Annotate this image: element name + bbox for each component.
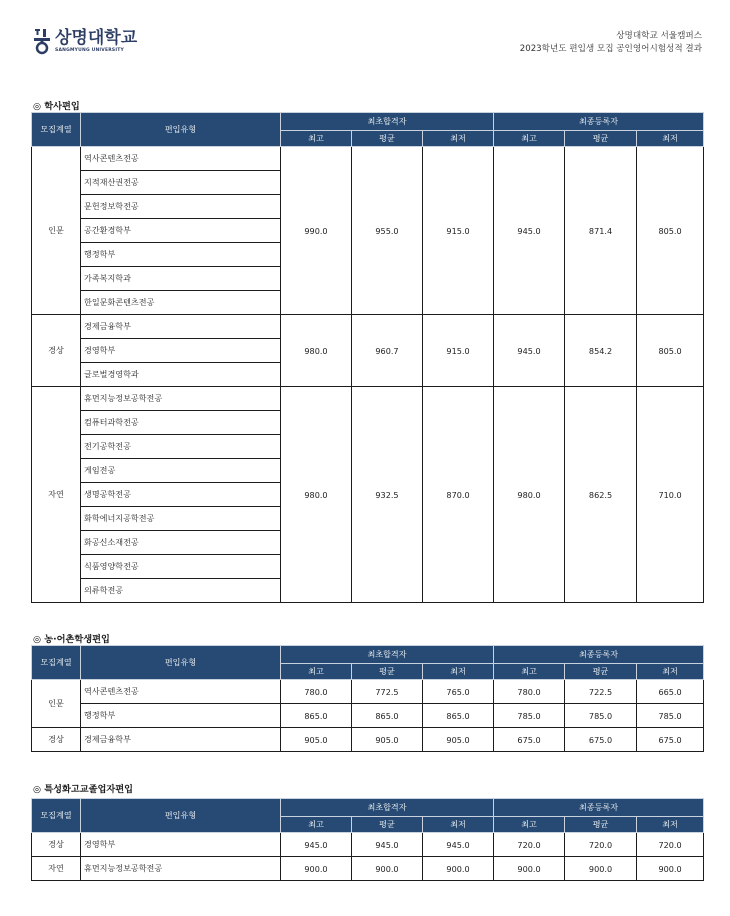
header-min: 최저 bbox=[423, 664, 494, 680]
header-final-registrants: 최종등록자 bbox=[494, 646, 704, 664]
header-category: 모집계열 bbox=[32, 113, 81, 147]
value-cell: 765.0 bbox=[423, 680, 494, 704]
value-cell: 900.0 bbox=[352, 857, 423, 881]
header-avg: 평균 bbox=[565, 664, 637, 680]
header-type: 편입유형 bbox=[81, 113, 281, 147]
value-cell: 805.0 bbox=[637, 147, 704, 315]
value-cell: 900.0 bbox=[281, 857, 352, 881]
header-initial-admits: 최초합격자 bbox=[281, 646, 494, 664]
table-row bbox=[32, 704, 704, 728]
value-cell: 945.0 bbox=[494, 147, 565, 315]
results-table-rural bbox=[31, 645, 704, 752]
results-table-bachelor bbox=[31, 112, 704, 603]
category-cell: 경상 bbox=[32, 315, 81, 387]
value-cell: 871.4 bbox=[565, 147, 637, 315]
value-cell: 900.0 bbox=[423, 857, 494, 881]
category-cell: 경상 bbox=[32, 833, 81, 857]
value-cell: 900.0 bbox=[494, 857, 565, 881]
value-cell: 675.0 bbox=[637, 728, 704, 752]
value-cell: 785.0 bbox=[494, 704, 565, 728]
campus-label: 상명대학교 서울캠퍼스 bbox=[616, 31, 702, 41]
type-cell: 한일문화콘텐츠전공 bbox=[81, 291, 281, 315]
type-cell: 가족복지학과 bbox=[81, 267, 281, 291]
type-cell: 식품영양학전공 bbox=[81, 555, 281, 579]
value-cell: 710.0 bbox=[637, 387, 704, 603]
type-cell: 휴먼지능정보공학전공 bbox=[81, 387, 281, 411]
value-cell: 780.0 bbox=[281, 680, 352, 704]
header-type: 편입유형 bbox=[81, 799, 281, 833]
header-max: 최고 bbox=[281, 817, 352, 833]
table-row bbox=[32, 833, 704, 857]
section-title-bachelor-transfer: ◎ 학사편입 bbox=[33, 101, 80, 112]
type-cell: 역사콘텐츠전공 bbox=[81, 147, 281, 171]
type-cell: 화공신소재전공 bbox=[81, 531, 281, 555]
header-max: 최고 bbox=[281, 131, 352, 147]
header-avg: 평균 bbox=[352, 664, 423, 680]
type-cell: 생명공학전공 bbox=[81, 483, 281, 507]
value-cell: 862.5 bbox=[565, 387, 637, 603]
header-min: 최저 bbox=[423, 817, 494, 833]
header-initial-admits: 최초합격자 bbox=[281, 799, 494, 817]
value-cell: 945.0 bbox=[281, 833, 352, 857]
section-title-rural-transfer: ◎ 농·어촌학생편입 bbox=[33, 634, 110, 645]
type-cell: 휴먼지능정보공학전공 bbox=[81, 857, 281, 881]
type-cell: 글로벌경영학과 bbox=[81, 363, 281, 387]
value-cell: 780.0 bbox=[494, 680, 565, 704]
value-cell: 905.0 bbox=[281, 728, 352, 752]
value-cell: 905.0 bbox=[352, 728, 423, 752]
value-cell: 665.0 bbox=[637, 680, 704, 704]
type-cell: 행정학부 bbox=[81, 704, 281, 728]
value-cell: 720.0 bbox=[494, 833, 565, 857]
section-title-vocational-transfer: ◎ 특성화고교졸업자편입 bbox=[33, 784, 133, 795]
value-cell: 675.0 bbox=[565, 728, 637, 752]
value-cell: 900.0 bbox=[565, 857, 637, 881]
value-cell: 980.0 bbox=[494, 387, 565, 603]
value-cell: 722.5 bbox=[565, 680, 637, 704]
value-cell: 865.0 bbox=[423, 704, 494, 728]
university-logo bbox=[33, 27, 137, 57]
header-final-registrants: 최종등록자 bbox=[494, 113, 704, 131]
header-type: 편입유형 bbox=[81, 646, 281, 680]
value-cell: 870.0 bbox=[423, 387, 494, 603]
value-cell: 785.0 bbox=[637, 704, 704, 728]
value-cell: 854.2 bbox=[565, 315, 637, 387]
type-cell: 게임전공 bbox=[81, 459, 281, 483]
value-cell: 955.0 bbox=[352, 147, 423, 315]
value-cell: 990.0 bbox=[281, 147, 352, 315]
value-cell: 865.0 bbox=[352, 704, 423, 728]
type-cell: 역사콘텐츠전공 bbox=[81, 680, 281, 704]
header-max: 최고 bbox=[494, 131, 565, 147]
value-cell: 675.0 bbox=[494, 728, 565, 752]
value-cell: 945.0 bbox=[423, 833, 494, 857]
header-max: 최고 bbox=[494, 664, 565, 680]
type-cell: 경제금융학부 bbox=[81, 728, 281, 752]
category-cell: 자연 bbox=[32, 387, 81, 603]
header-min: 최저 bbox=[423, 131, 494, 147]
value-cell: 772.5 bbox=[352, 680, 423, 704]
value-cell: 960.7 bbox=[352, 315, 423, 387]
value-cell: 720.0 bbox=[565, 833, 637, 857]
category-cell: 인문 bbox=[32, 147, 81, 315]
type-cell: 지적재산권전공 bbox=[81, 171, 281, 195]
table-row bbox=[32, 857, 704, 881]
header-avg: 평균 bbox=[565, 817, 637, 833]
type-cell: 전기공학전공 bbox=[81, 435, 281, 459]
header-category: 모집계열 bbox=[32, 799, 81, 833]
type-cell: 의류학전공 bbox=[81, 579, 281, 603]
logo-subtitle: SANGMYUNG UNIVERSITY bbox=[55, 48, 124, 54]
table-row bbox=[32, 728, 704, 752]
logo-name: 상명대학교 bbox=[55, 28, 138, 49]
header-max: 최고 bbox=[494, 817, 565, 833]
value-cell: 915.0 bbox=[423, 147, 494, 315]
value-cell: 785.0 bbox=[565, 704, 637, 728]
header-min: 최저 bbox=[637, 817, 704, 833]
category-cell: 경상 bbox=[32, 728, 81, 752]
value-cell: 980.0 bbox=[281, 387, 352, 603]
type-cell: 경영학부 bbox=[81, 833, 281, 857]
logo-emblem-icon bbox=[33, 28, 51, 56]
header-min: 최저 bbox=[637, 664, 704, 680]
value-cell: 865.0 bbox=[281, 704, 352, 728]
type-cell: 문헌정보학전공 bbox=[81, 195, 281, 219]
value-cell: 915.0 bbox=[423, 315, 494, 387]
header-category: 모집계열 bbox=[32, 646, 81, 680]
type-cell: 컴퓨터과학전공 bbox=[81, 411, 281, 435]
type-cell: 경영학부 bbox=[81, 339, 281, 363]
document-header bbox=[520, 30, 702, 56]
value-cell: 905.0 bbox=[423, 728, 494, 752]
results-table-vocational bbox=[31, 798, 704, 881]
header-min: 최저 bbox=[637, 131, 704, 147]
header-avg: 평균 bbox=[352, 817, 423, 833]
table-row bbox=[32, 680, 704, 704]
type-cell: 화학에너지공학전공 bbox=[81, 507, 281, 531]
header-final-registrants: 최종등록자 bbox=[494, 799, 704, 817]
document-title: 2023학년도 편입생 모집 공인영어시험성적 결과 bbox=[519, 44, 702, 54]
value-cell: 900.0 bbox=[637, 857, 704, 881]
header-max: 최고 bbox=[281, 664, 352, 680]
header-avg: 평균 bbox=[565, 131, 637, 147]
value-cell: 945.0 bbox=[352, 833, 423, 857]
value-cell: 945.0 bbox=[494, 315, 565, 387]
category-cell: 자연 bbox=[32, 857, 81, 881]
header-initial-admits: 최초합격자 bbox=[281, 113, 494, 131]
type-cell: 공간환경학부 bbox=[81, 219, 281, 243]
value-cell: 720.0 bbox=[637, 833, 704, 857]
value-cell: 980.0 bbox=[281, 315, 352, 387]
header-avg: 평균 bbox=[352, 131, 423, 147]
type-cell: 행정학부 bbox=[81, 243, 281, 267]
category-cell: 인문 bbox=[32, 680, 81, 728]
value-cell: 805.0 bbox=[637, 315, 704, 387]
type-cell: 경제금융학부 bbox=[81, 315, 281, 339]
value-cell: 932.5 bbox=[352, 387, 423, 603]
